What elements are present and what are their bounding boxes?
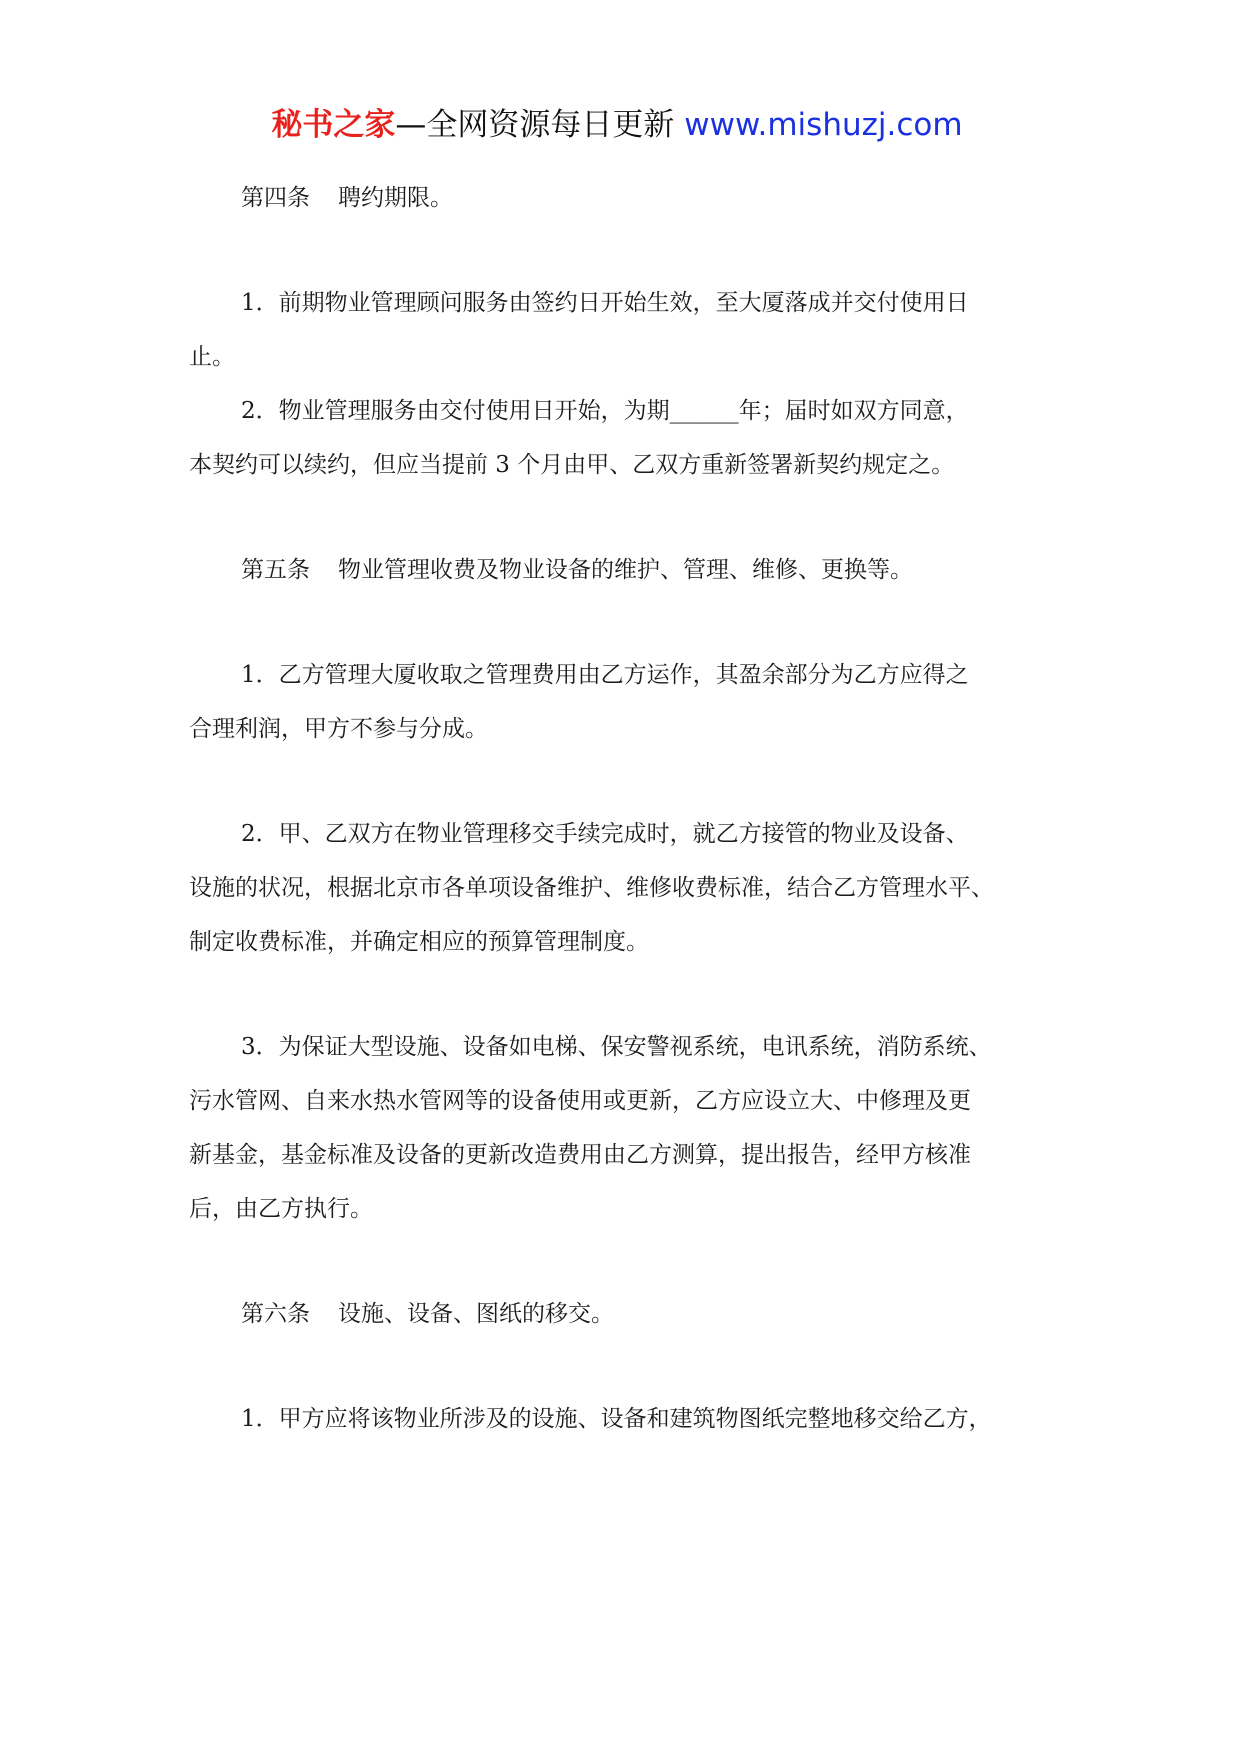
paragraph-line: 本契约可以续约，但应当提前 3 个月由甲、乙双方重新签署新契约规定之。 bbox=[189, 452, 955, 478]
article-title: 物业管理收费及物业设备的维护、管理、维修、更换等。 bbox=[338, 557, 913, 583]
article-title: 聘约期限。 bbox=[338, 185, 453, 211]
site-url-link[interactable]: www.mishuzj.com bbox=[684, 107, 963, 143]
paragraph-line: 制定收费标准，并确定相应的预算管理制度。 bbox=[189, 929, 649, 955]
article-number: 第四条 bbox=[241, 185, 310, 211]
header-tagline: —全网资源每日更新 bbox=[395, 107, 685, 143]
paragraph-line: 1．前期物业管理顾问服务由签约日开始生效，至大厦落成并交付使用日 bbox=[241, 290, 969, 316]
article-title: 设施、设备、图纸的移交。 bbox=[338, 1301, 614, 1327]
article-number: 第五条 bbox=[241, 557, 310, 583]
paragraph-line: 2．物业管理服务由交付使用日开始，为期______年；届时如双方同意， bbox=[241, 398, 969, 424]
paragraph-line: 1．乙方管理大厦收取之管理费用由乙方运作，其盈余部分为乙方应得之 bbox=[241, 662, 969, 688]
paragraph-line: 设施的状况，根据北京市各单项设备维护、维修收费标准，结合乙方管理水平、 bbox=[189, 875, 994, 901]
article-5-heading bbox=[241, 555, 913, 585]
paragraph-line: 新基金，基金标准及设备的更新改造费用由乙方测算，提出报告，经甲方核准 bbox=[189, 1142, 971, 1168]
article-number: 第六条 bbox=[241, 1301, 310, 1327]
site-header bbox=[0, 100, 1234, 150]
article-6-heading bbox=[241, 1299, 614, 1329]
brand-name: 秘书之家 bbox=[271, 107, 396, 143]
paragraph-line: 合理利润，甲方不参与分成。 bbox=[189, 716, 488, 742]
paragraph-line: 2．甲、乙双方在物业管理移交手续完成时，就乙方接管的物业及设备、 bbox=[241, 821, 969, 847]
paragraph-line: 止。 bbox=[189, 344, 235, 370]
paragraph-line: 1．甲方应将该物业所涉及的设施、设备和建筑物图纸完整地移交给乙方， bbox=[241, 1406, 992, 1432]
paragraph-line: 污水管网、自来水热水管网等的设备使用或更新，乙方应设立大、中修理及更 bbox=[189, 1088, 971, 1114]
paragraph-line: 3．为保证大型设施、设备如电梯、保安警视系统，电讯系统，消防系统、 bbox=[241, 1034, 992, 1060]
article-4-heading bbox=[241, 183, 453, 213]
paragraph-line: 后，由乙方执行。 bbox=[189, 1196, 373, 1222]
